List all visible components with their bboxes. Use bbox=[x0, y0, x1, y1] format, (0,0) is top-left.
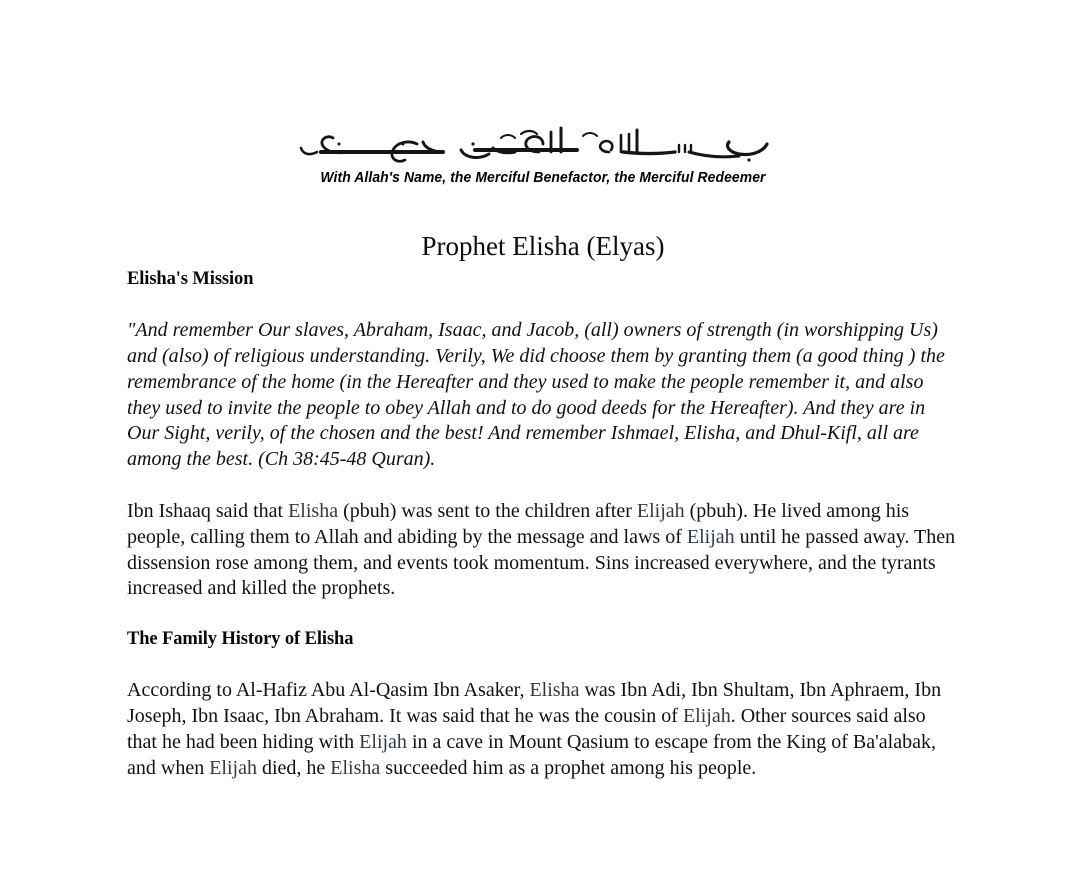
page-title: Prophet Elisha (Elyas) bbox=[421, 231, 665, 262]
spacer bbox=[127, 473, 959, 499]
spacer bbox=[127, 602, 959, 628]
bismillah-caption: With Allah's Name, the Merciful Benefactor, the Merciful Redeemer bbox=[320, 170, 766, 186]
proper-name: Elisha bbox=[529, 679, 580, 702]
proper-name: Elijah bbox=[209, 756, 257, 779]
bismillah-header bbox=[0, 122, 1086, 186]
proper-name: Elijah bbox=[686, 525, 735, 548]
proper-name: Elisha bbox=[288, 499, 339, 522]
paragraph-family-history: According to Al-Hafiz Abu Al-Qasim Ibn Asaker, Elisha was Ibn Adi, Ibn Shultam, Ibn Aphraem, Ibn Joseph, Ibn Isaac, Ibn Abraham. It was said that he was the cousin of Elijah. Other sources said also that he had been hiding with Elijah in a cave in Mount Qasium to escape from the King of Ba'alabak, and when Elijah died, he Elisha succeeded him as a prophet among his people. bbox=[127, 679, 942, 779]
bismillah-calligraphy-icon bbox=[293, 122, 793, 168]
section-heading-elishas-mission: Elisha's Mission bbox=[127, 269, 254, 289]
proper-name: Elijah bbox=[682, 705, 731, 728]
section-heading-family-history: The Family History of Elisha bbox=[127, 629, 354, 650]
spacer bbox=[127, 651, 959, 678]
spacer bbox=[127, 291, 959, 318]
proper-name: Elijah bbox=[359, 730, 407, 753]
document-body bbox=[127, 268, 959, 781]
quran-quotation: "And remember Our slaves, Abraham, Isaac, and Jacob, (all) owners of strength (in worshipping Us) and (also) of religious understanding. Verily, We did choose them by granting them (a good thing ) the remembrance of the home (in the Hereafter and they used to make the people remember it, and also they used to invite the people to obey Allah and to do good deeds for the Hereafter). And they are in Our Sight, verily, of the chosen and the best! And remember Ishmael, Elisha, and Dhul-Kifl, all are among the best. (Ch 38:45-48 Quran). bbox=[127, 319, 945, 471]
paragraph-elishas-mission: Ibn Ishaaq said that Elisha (pbuh) was sent to the children after Elijah (pbuh). He lived among his people, calling them to Allah and abiding by the message and laws of Elijah until he passed away. Then dissension rose among them, and events took momentum. Sins increased everywhere, and the tyrants increased and killed the prophets. bbox=[127, 499, 956, 600]
proper-name: Elisha bbox=[330, 756, 381, 779]
proper-name: Elijah bbox=[636, 499, 685, 522]
